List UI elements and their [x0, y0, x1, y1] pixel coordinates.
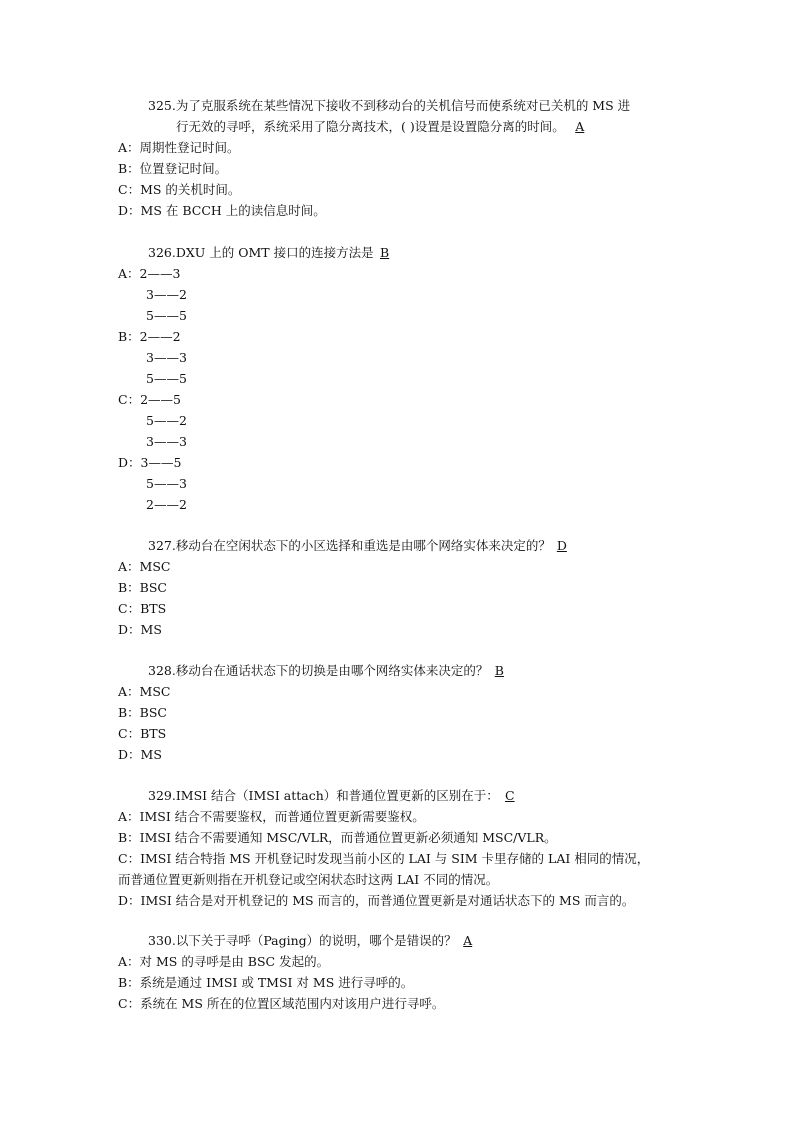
question-stem: 328.移动台在通话状态下的切换是由哪个网络实体来决定的？ B — [118, 660, 698, 681]
option-b: B：BSC — [118, 580, 167, 595]
option-c: C：2——5 — [118, 392, 181, 407]
option-a: A：MSC — [118, 559, 171, 574]
option-c: C：BTS — [118, 726, 167, 741]
question-328 — [118, 660, 698, 765]
question-326 — [118, 242, 698, 515]
option-c: C：MS 的关机时间。 — [118, 182, 241, 197]
option-a: A：周期性登记时间。 — [118, 140, 240, 155]
option-b: B：系统是通过 IMSI 或 TMSI 对 MS 进行寻呼的。 — [118, 975, 414, 990]
option-c-line: 5——2 — [146, 413, 187, 428]
question-stem: 327.移动台在空闲状态下的小区选择和重选是由哪个网络实体来决定的？ D — [118, 535, 698, 556]
answer-blank: B — [380, 245, 390, 260]
answer-blank: A — [575, 119, 585, 134]
option-d-line: 5——3 — [146, 476, 187, 491]
option-c-line: 3——3 — [146, 434, 187, 449]
option-d: D：IMSI 结合是对开机登记的 MS 而言的，而普通位置更新是对通话状态下的 MS 而言的。 — [118, 893, 635, 908]
option-c: C：系统在 MS 所在的位置区域范围内对该用户进行寻呼。 — [118, 996, 445, 1011]
option-a-line: 5——5 — [146, 308, 187, 323]
option-d: D：MS — [118, 622, 162, 637]
option-b: B：位置登记时间。 — [118, 161, 228, 176]
option-d-line: 2——2 — [146, 497, 187, 512]
option-d: D：MS 在 BCCH 上的读信息时间。 — [118, 203, 326, 218]
question-329 — [118, 785, 698, 911]
option-a: A：2——3 — [118, 266, 181, 281]
option-b-line: 3——3 — [146, 350, 187, 365]
option-a: A：对 MS 的寻呼是由 BSC 发起的。 — [118, 954, 330, 969]
option-c-line: 而普通位置更新则指在开机登记或空闲状态时这两 LAI 不同的情况。 — [118, 872, 499, 887]
option-a: A：MSC — [118, 684, 171, 699]
question-stem-continued: 行无效的寻呼，系统采用了隐分离技术，( )设置是设置隐分离的时间。 A — [118, 116, 698, 137]
question-stem: 330.以下关于寻呼（Paging）的说明，哪个是错误的？ A — [118, 930, 698, 951]
option-a-line: 3——2 — [146, 287, 187, 302]
answer-blank: D — [556, 538, 567, 553]
option-b-line: 5——5 — [146, 371, 187, 386]
option-b: B：IMSI 结合不需要通知 MSC/VLR，而普通位置更新必须通知 MSC/VLR。 — [118, 830, 557, 845]
option-a: A：IMSI 结合不需要鉴权，而普通位置更新需要鉴权。 — [118, 809, 425, 824]
option-c: C：BTS — [118, 601, 167, 616]
question-stem: 329.IMSI 结合（IMSI attach）和普通位置更新的区别在于： C — [118, 785, 698, 806]
question-330 — [118, 930, 698, 1014]
option-b: B：BSC — [118, 705, 167, 720]
answer-blank: C — [504, 788, 515, 803]
question-327 — [118, 535, 698, 640]
question-stem: 325.为了克服系统在某些情况下接收不到移动台的关机信号而使系统对已关机的 MS 进 — [148, 98, 631, 113]
option-b: B：2——2 — [118, 329, 181, 344]
answer-blank: B — [494, 663, 504, 678]
question-325 — [118, 95, 698, 221]
option-d: D：MS — [118, 747, 162, 762]
question-stem: 326.DXU 上的 OMT 接口的连接方法是 B — [118, 242, 698, 263]
option-c: C：IMSI 结合特指 MS 开机登记时发现当前小区的 LAI 与 SIM 卡里存储的 LAI 相同的情况， — [118, 851, 650, 866]
option-d: D：3——5 — [118, 455, 182, 470]
answer-blank: A — [463, 933, 473, 948]
